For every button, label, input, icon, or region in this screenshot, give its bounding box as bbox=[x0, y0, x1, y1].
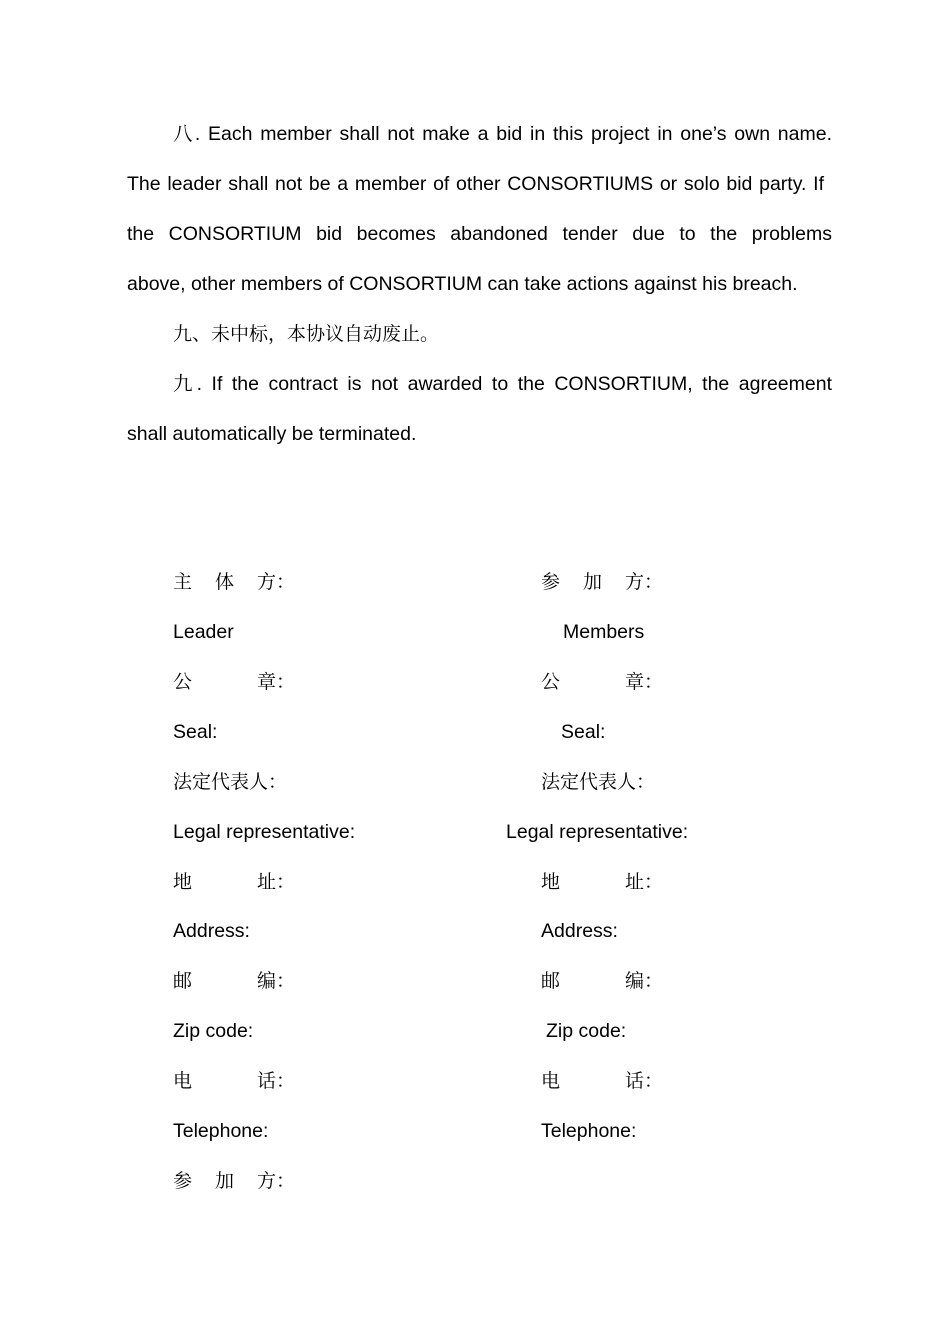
right-zip-label-en: Zip code: bbox=[546, 1020, 627, 1042]
left-party-label-cn: 主 体 方： bbox=[173, 571, 295, 593]
left-phone-label-en: Telephone: bbox=[173, 1120, 269, 1142]
right-legal-rep-label-cn: 法定代表人： bbox=[541, 771, 656, 793]
paragraph-8-line-3: the CONSORTIUM bid becomes abandoned tender due to the problems bbox=[127, 223, 832, 245]
right-phone-label-en: Telephone: bbox=[541, 1120, 637, 1142]
left-legal-rep-label-en: Legal representative: bbox=[173, 821, 356, 843]
left-address-label-cn: 地 址： bbox=[173, 871, 295, 893]
right-party-label-en: Members bbox=[563, 621, 645, 643]
paragraph-8-line-4: above, other members of CONSORTIUM can take actions against his breach. bbox=[127, 273, 798, 295]
right-address-label-en: Address: bbox=[541, 920, 618, 942]
right-zip-label-cn: 邮 编： bbox=[541, 970, 663, 992]
right-seal-label-cn: 公 章： bbox=[541, 671, 663, 693]
left-seal-label-en: Seal: bbox=[173, 721, 218, 743]
right-seal-label-en: Seal: bbox=[561, 721, 606, 743]
paragraph-9-line-1: 九. If the contract is not awarded to the CONSORTIUM, the agreement bbox=[173, 373, 832, 395]
left-party-label-en: Leader bbox=[173, 621, 234, 643]
left-seal-label-cn: 公 章： bbox=[173, 671, 295, 693]
right-address-label-cn: 地 址： bbox=[541, 871, 663, 893]
paragraph-8-line-1: 八. Each member shall not make a bid in this project in one’s own name. bbox=[173, 123, 832, 145]
left-zip-label-cn: 邮 编： bbox=[173, 970, 295, 992]
right-legal-rep-label-en: Legal representative: bbox=[506, 821, 689, 843]
left-phone-label-cn: 电 话： bbox=[173, 1070, 295, 1092]
left-legal-rep-label-cn: 法定代表人： bbox=[173, 771, 288, 793]
paragraph-9-chinese: 九、未中标，本协议自动废止。 bbox=[173, 323, 440, 345]
left-zip-label-en: Zip code: bbox=[173, 1020, 254, 1042]
left-address-label-en: Address: bbox=[173, 920, 250, 942]
right-phone-label-cn: 电 话： bbox=[541, 1070, 663, 1092]
right-party-label-cn: 参 加 方： bbox=[541, 571, 663, 593]
paragraph-8-line-2: The leader shall not be a member of other CONSORTIUMS or solo bid party. If bbox=[127, 173, 824, 195]
paragraph-9-line-2: shall automatically be terminated. bbox=[127, 423, 417, 445]
left-extra-party-label-cn: 参 加 方： bbox=[173, 1170, 295, 1192]
